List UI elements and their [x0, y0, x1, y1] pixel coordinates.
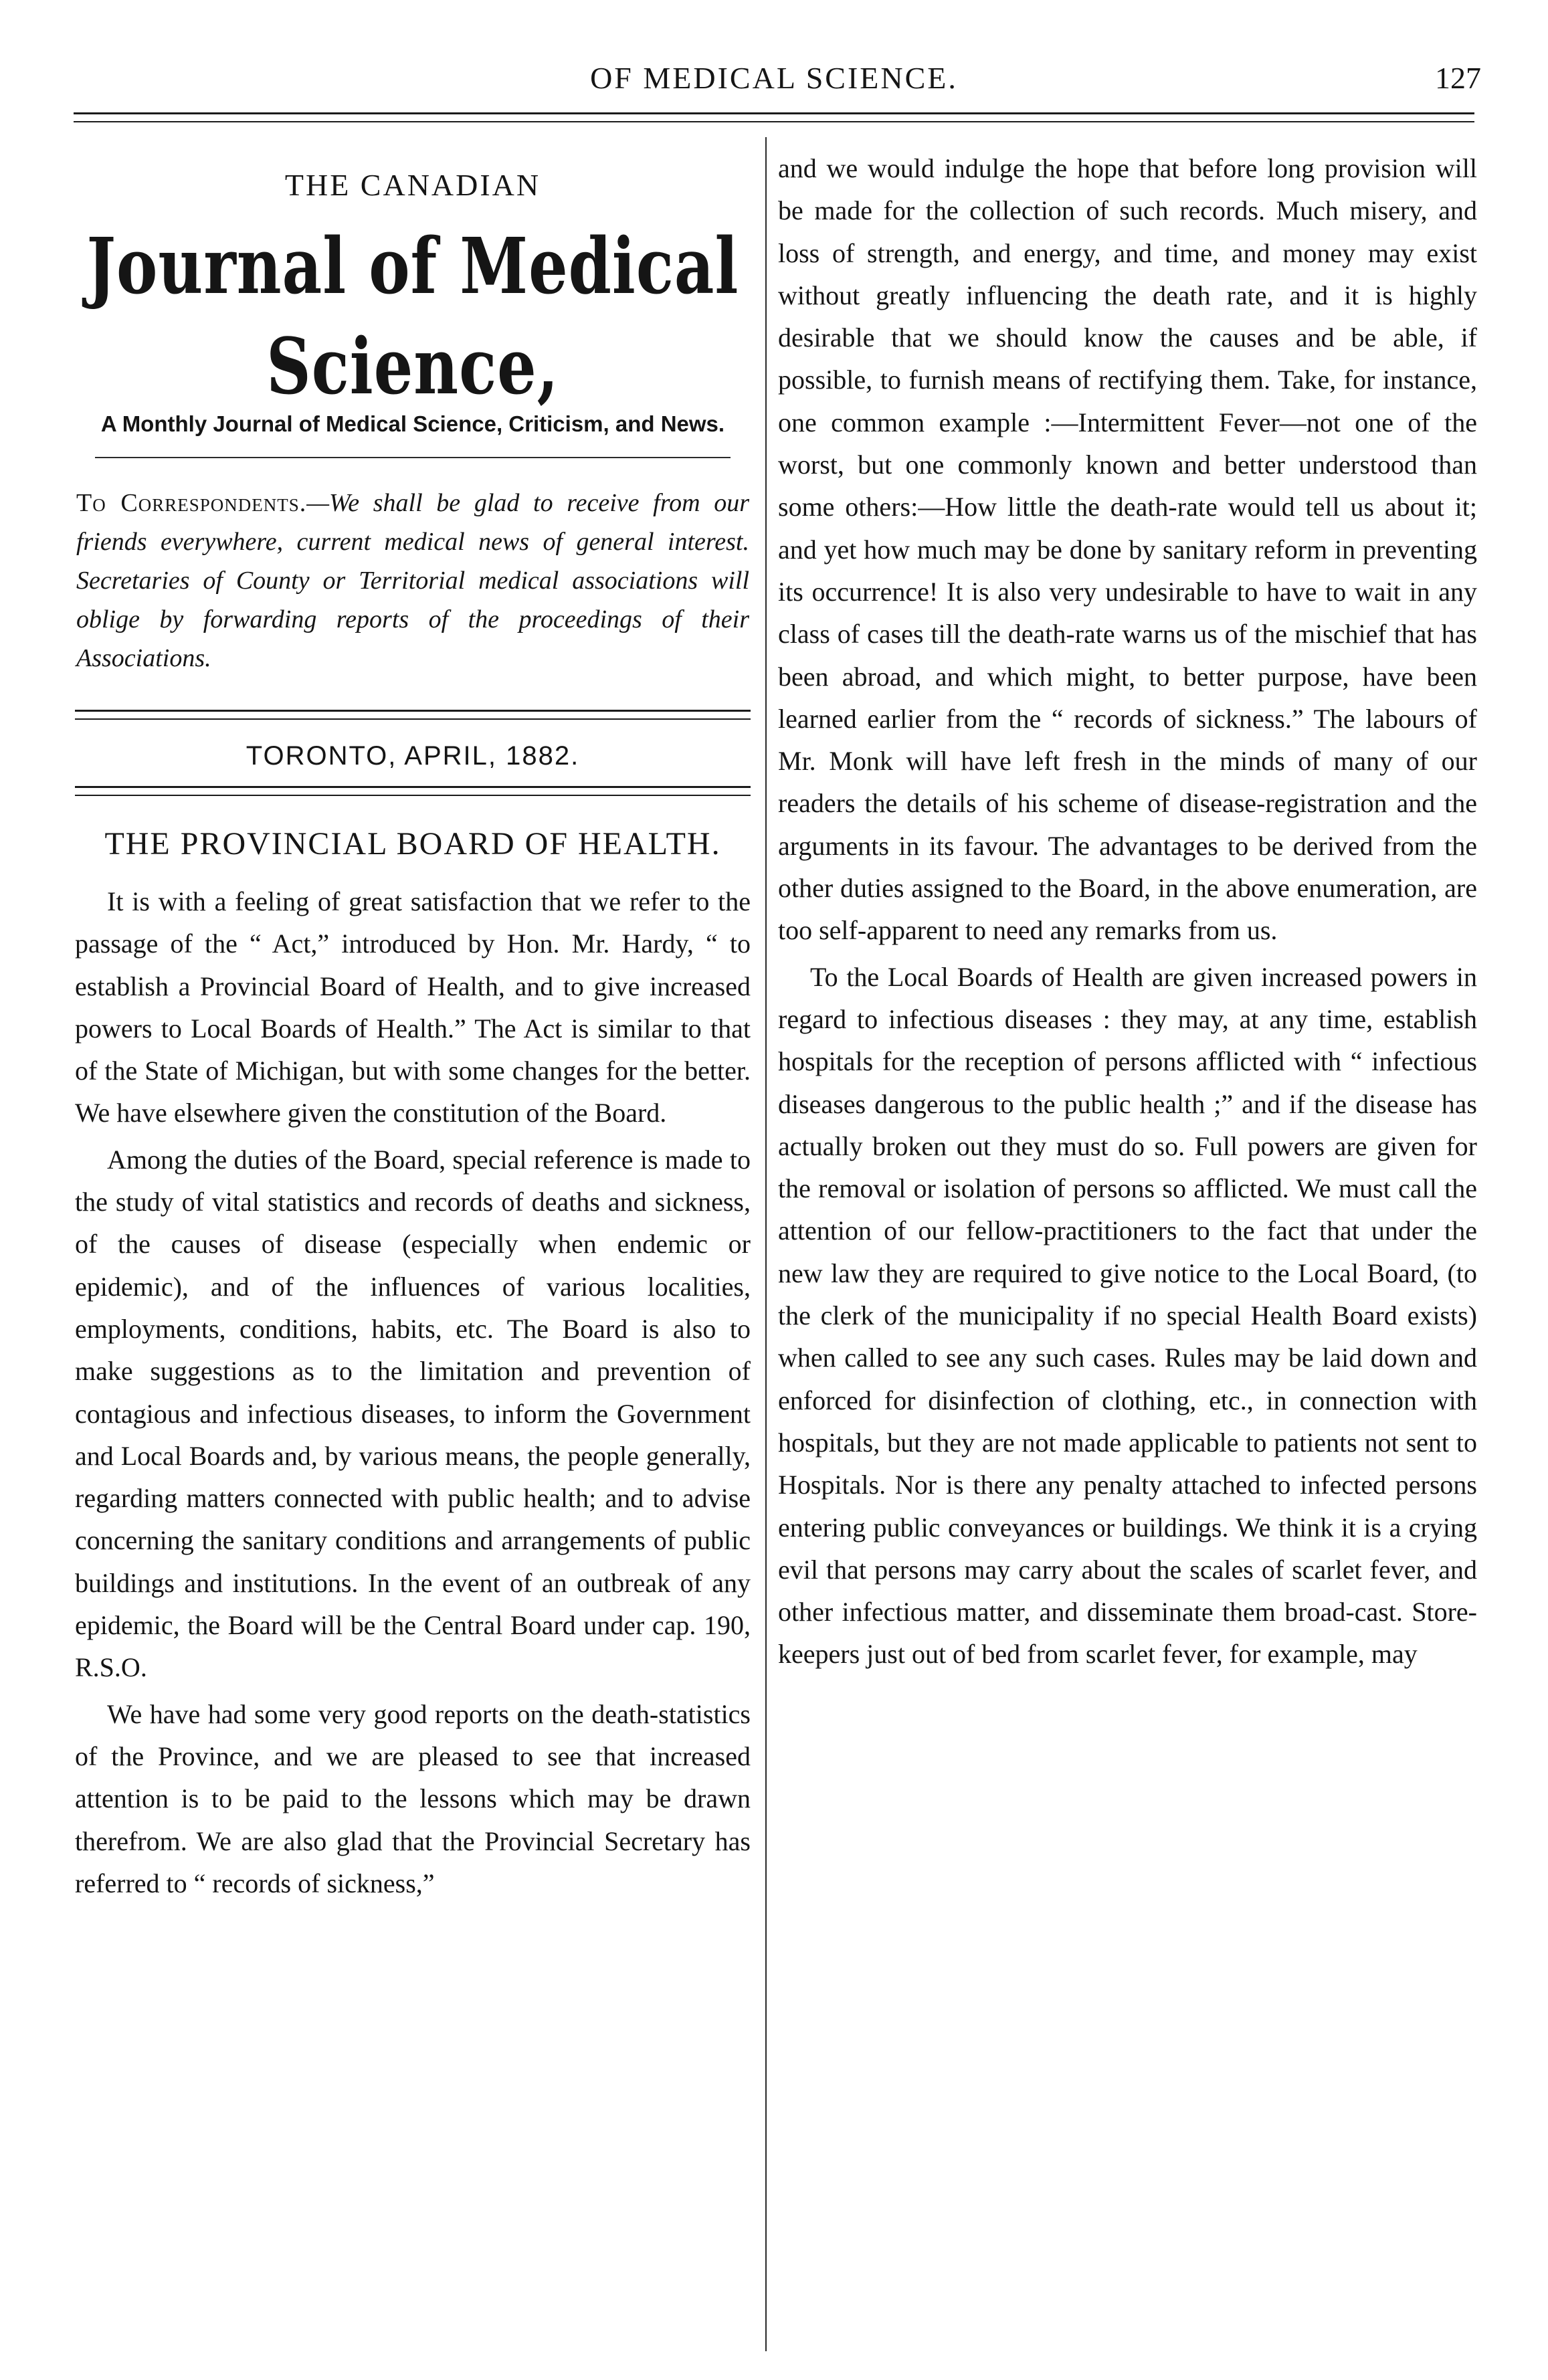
column-divider: [765, 137, 767, 2351]
article-paragraph: We have had some very good reports on the death-statistics of the Province, and we are pleased to see that increased attention is to be paid to the lessons which may be drawn therefrom. We are also glad that the Provincial Secretary has referred to “ records of sickness,”: [75, 1698, 751, 1898]
correspondents-label: To Correspondents.: [76, 489, 307, 517]
divider: [75, 786, 751, 796]
right-column: [778, 147, 1477, 2348]
article-paragraph: and we would indulge the hope that before long provision will be made for the collection of such records. Much misery, and loss of strength, and energy, and time, and money may exist without greatly influencing the death rate, and it is highly desirable that we should know the causes and be able, if possible, to furnish means of rectifying them. Take, for instance, one common example :—Intermittent Fever—not one of the worst, but one commonly known and better understood than some others:—How little the death-rate would tell us about it; and yet how much may be done by sanitary reform in preventing its occurrence! It is also very undesirable to have to wait in any class of cases till the death-rate warns us of the mischief that has been abroad, and which might, to better purpose, have been learned earlier from the “ records of sickness.” The labours of Mr. Monk will have left fresh in the minds of many of our readers the details of his scheme of disease-registration and the arguments in its favour. The advantages to be derived from the other duties assigned to the Board, in the above enumeration, are too self-apparent to need any remarks from us.: [778, 153, 1477, 946]
journal-subtitle: A Monthly Journal of Medical Science, Criticism, and News.: [100, 411, 725, 436]
article-paragraph: Among the duties of the Board, special reference is made to the study of vital statistics and records of deaths and sickness, of the causes of disease (especially when endemic or epidemic), and of the influences of various localities, employments, conditions, habits, etc. The Board is also to make suggestions as to the limitation and prevention of contagious and infectious diseases, to inform the Government and Local Boards and, by various means, the people generally, regarding matters connected with public health; and to advise concerning the sanitary conditions and arrangements of public buildings and institutions. In the event of an outbreak of any epidemic, the Board will be the Central Board under cap. 190, R.S.O.: [75, 1144, 751, 1683]
divider: [95, 457, 731, 458]
article-paragraph: It is with a feeling of great satisfaction that we refer to the passage of the “ Act,” introduced by Hon. Mr. Hardy, “ to establish a Provincial Board of Health, and to give increased powers to Local Boards of Health.” The Act is similar to that of the State of Michigan, but with some changes for the better. We have elsewhere given the constitution of the Board.: [75, 886, 751, 1128]
correspondents-text: —We shall be glad to receive from our friends everywhere, current medical news of general interest. Secretaries of County or Territorial medical associations will oblige by forwarding reports of the proceedings of their Associations.: [76, 489, 750, 672]
article-title: THE PROVINCIAL BOARD OF HEALTH.: [104, 826, 721, 862]
divider: [75, 710, 751, 720]
article-paragraph: To the Local Boards of Health are given increased powers in regard to infectious diseases : they may, at any time, establish hospitals for the reception of persons afflicted with “ infectious diseases dangerous to the public health ;” and if the disease has actually broken out they must do so. Full powers are given for the removal or isolation of persons so afflicted. We must call the attention of our fellow-practitioners to the fact that under the new law they are required to give notice to the Local Board, (to the clerk of the municipality if no special Health Board exists) when called to see any such cases. Rules may be laid down and enforced for disinfection of clothing, etc., in connection with hospitals, but they are not made applicable to patients not sent to Hospitals. Nor is there any penalty attached to infected persons entering public conveyances or buildings. We think it is a crying evil that persons may carry about the scales of scarlet fever, and other infectious matter, and disseminate them broad-cast. Store-keepers just out of bed from scarlet fever, for example, may: [778, 961, 1477, 1670]
correspondents-notice: [75, 484, 751, 678]
page-number: 127: [1435, 61, 1481, 95]
header-double-rule: [74, 112, 1474, 122]
left-column: [75, 147, 751, 2348]
running-header: [47, 47, 1501, 107]
journal-title: Journal of Medical Science,: [86, 221, 739, 412]
running-title: OF MEDICAL SCIENCE.: [590, 61, 958, 95]
masthead-top-line: THE CANADIAN: [284, 168, 541, 202]
dateline: TORONTO, APRIL, 1882.: [246, 741, 580, 771]
